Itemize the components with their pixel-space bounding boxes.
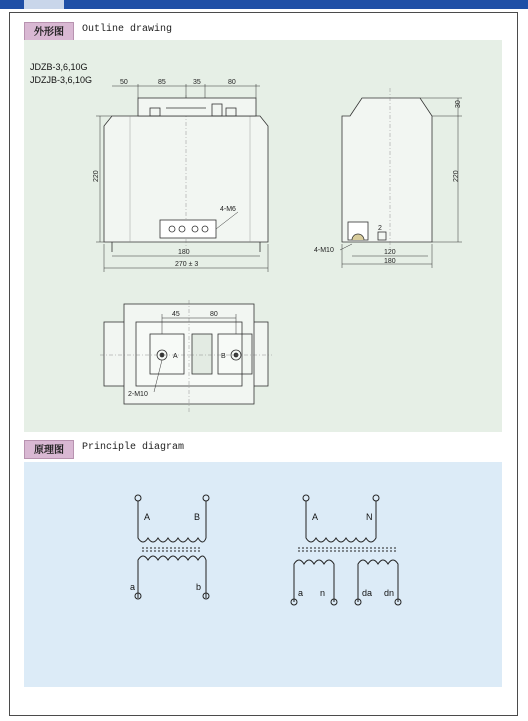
- dim-45: 45: [172, 311, 180, 318]
- principle-subtitle: Principle diagram: [82, 442, 185, 453]
- dim-85: 85: [158, 79, 166, 86]
- dim-30: 30: [455, 100, 462, 108]
- dim-4m6: 4-M6: [220, 206, 236, 213]
- dim-220-side: 220: [453, 170, 460, 182]
- dim-220-front: 220: [93, 170, 100, 182]
- left-secondary-b: b: [196, 582, 202, 592]
- right-secondary-da: da: [362, 588, 373, 598]
- dim-35: 35: [193, 79, 201, 86]
- dim-2m10: 2-M10: [128, 391, 148, 398]
- dim-270: 270 ± 3: [175, 261, 199, 268]
- right-primary-n: N: [366, 512, 373, 522]
- dim-80-top: 80: [210, 311, 218, 318]
- model-name-1: JDZB-3,6,10G: [30, 62, 88, 72]
- dim-180-front: 180: [178, 249, 190, 256]
- dim-180-side: 180: [384, 258, 396, 265]
- dim-2: 2: [378, 225, 382, 232]
- dim-4m10: 4-M10: [314, 247, 334, 254]
- model-name-2: JDZJB-3,6,10G: [30, 75, 93, 85]
- dim-50: 50: [120, 79, 128, 86]
- right-secondary-n: n: [320, 588, 326, 598]
- dim-120: 120: [384, 249, 396, 256]
- right-primary-a: A: [312, 512, 319, 522]
- left-primary-b: B: [194, 512, 201, 522]
- terminal-b: B: [221, 353, 226, 360]
- right-secondary-a: a: [298, 588, 304, 598]
- left-primary-a: A: [144, 512, 151, 522]
- left-secondary-a: a: [130, 582, 136, 592]
- outline-subtitle: Outline drawing: [82, 24, 173, 35]
- dim-80: 80: [228, 79, 236, 86]
- right-secondary-dn: dn: [384, 588, 395, 598]
- terminal-a: A: [173, 353, 178, 360]
- outline-tag: 外形图: [24, 22, 74, 41]
- principle-tag: 原理图: [24, 440, 74, 459]
